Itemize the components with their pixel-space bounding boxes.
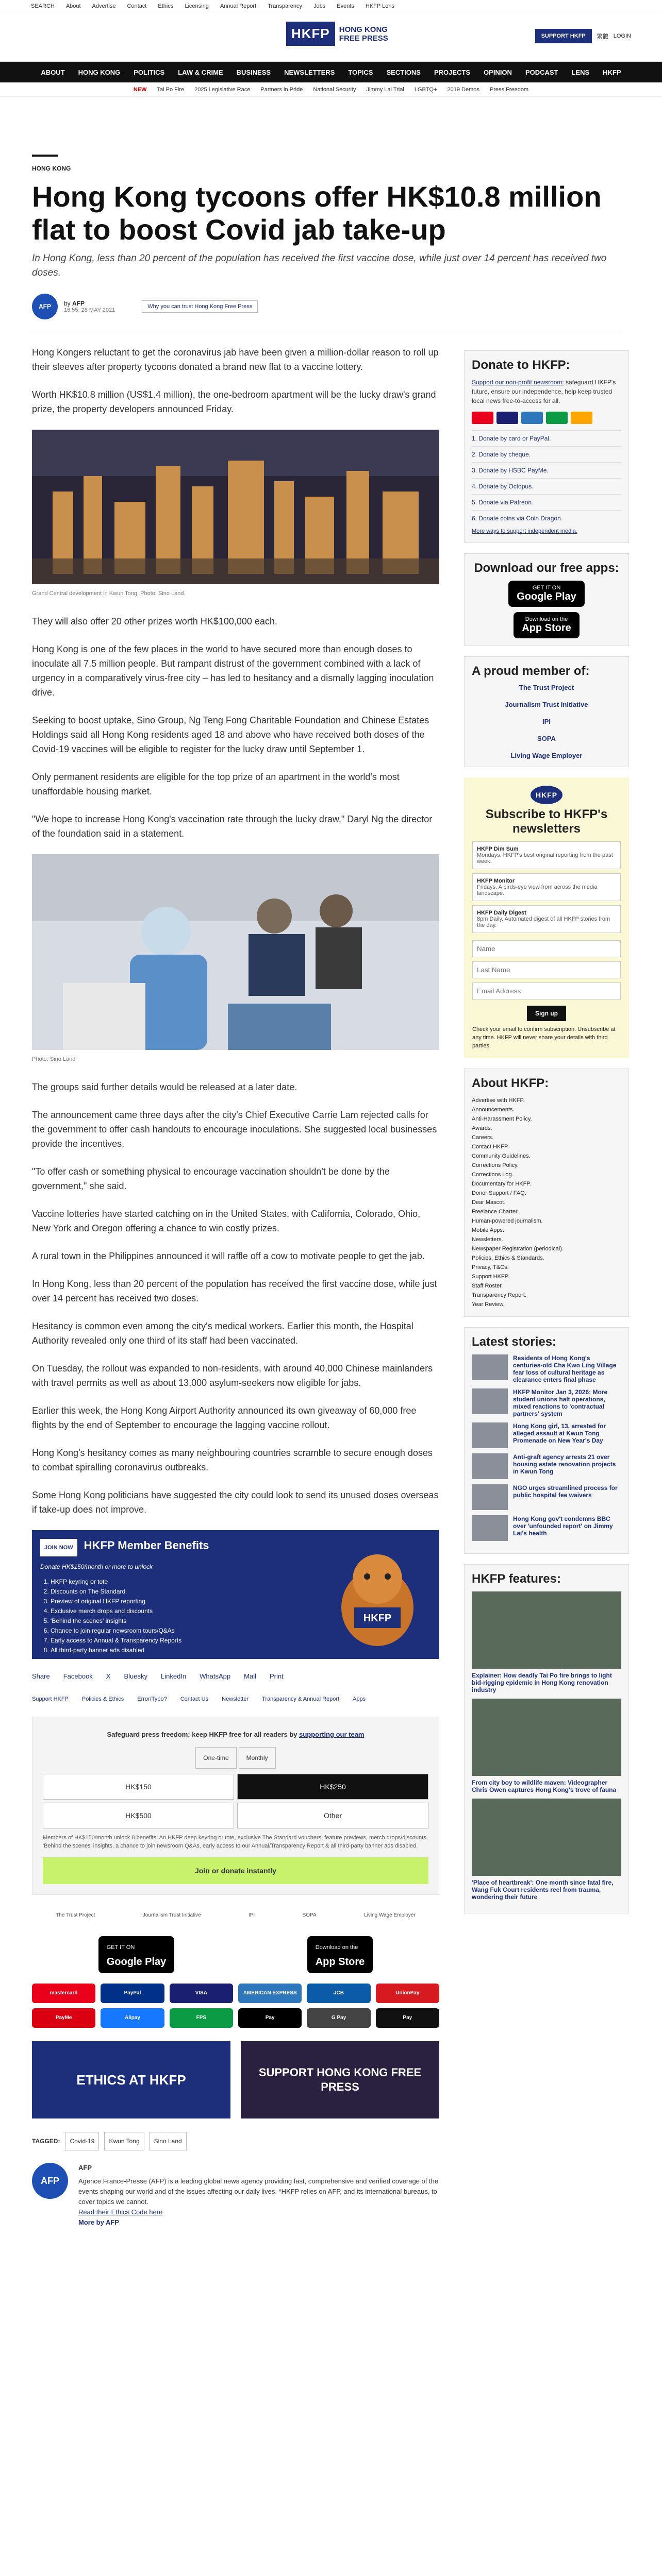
article-title: Hong Kong tycoons offer HK$10.8 million flat to boost Covid jab take-up — [32, 180, 602, 246]
trending-link[interactable]: 2019 Demos — [447, 86, 479, 93]
paragraph: The announcement came three days after the city's Chief Executive Carrie Lam rejected calls for the government to offer cash handouts to encourage inoculations. She suggested local businesses provide the incentives. — [32, 1110, 437, 1149]
support-team-link[interactable]: supporting our team — [299, 1731, 365, 1738]
about-link[interactable]: Policies, Ethics & Standards. — [472, 1255, 544, 1261]
non-profit-link[interactable]: Support our non-profit newsroom: — [472, 379, 564, 386]
apps-card — [464, 553, 629, 646]
benefit-item: 5. 'Behind the scenes' insights — [51, 1616, 431, 1626]
frequency-tab[interactable]: Monthly — [239, 1747, 276, 1769]
about-link[interactable]: Human-powered journalism. — [472, 1218, 543, 1224]
feature-thumb — [472, 1699, 621, 1776]
about-link[interactable]: Anti-Harassment Policy. — [472, 1116, 532, 1122]
svg-text:HKFP: HKFP — [363, 1613, 392, 1624]
nav-item[interactable]: OPINION — [484, 68, 512, 76]
newsletter-option-desc: Mondays. HKFP's best original reporting from the past week. — [477, 852, 613, 865]
author-box-avatar[interactable]: AFP — [32, 2163, 68, 2199]
newsletter-options — [472, 841, 621, 933]
category-label[interactable]: HONG KONG — [32, 165, 71, 172]
feature-stories — [472, 1591, 621, 1901]
latest-thumb — [472, 1354, 508, 1380]
topbar-link[interactable]: Licensing — [185, 3, 209, 9]
amount-option[interactable]: HK$250 — [237, 1774, 428, 1800]
membership-badges — [32, 1908, 439, 1923]
signup-button[interactable]: Sign up — [527, 1006, 566, 1021]
sidebar-member-badge[interactable]: IPI — [542, 718, 551, 725]
latest-title: Hong Kong girl, 13, arrested for alleged assault at Kwun Tong Promenade on New Year's Day — [513, 1422, 606, 1444]
about-link[interactable]: Careers. — [472, 1134, 494, 1141]
latest-thumb — [472, 1422, 508, 1448]
benefit-item: 2. Discounts on The Standard — [51, 1587, 431, 1597]
newsletter-option[interactable] — [472, 905, 621, 933]
feature-thumb — [472, 1799, 621, 1876]
paragraph: Hong Kong's hesitancy comes as many neighbouring countries scramble to secure enough doses to combat spiralling coronavirus outbreaks. — [32, 1448, 433, 1472]
masthead — [0, 12, 662, 62]
photo-caption: Grand Central development in Kwun Tong. Photo: Sino Land. — [32, 590, 186, 597]
topbar-link[interactable]: SEARCH — [31, 3, 55, 9]
about-link[interactable]: Privacy, T&Cs. — [472, 1264, 509, 1270]
donation-head: Safeguard press freedom; keep HKFP free for all readers by — [107, 1731, 297, 1738]
feature-story[interactable] — [472, 1799, 621, 1901]
share-link[interactable]: Bluesky — [124, 1672, 147, 1680]
trending-link[interactable]: Jimmy Lai Trial — [366, 86, 404, 93]
payment-methods — [32, 1984, 439, 2028]
trending-link[interactable]: 2025 Legislative Race — [194, 86, 251, 93]
features-heading: HKFP features: — [472, 1572, 561, 1586]
footer-links — [32, 1692, 439, 1706]
sidebar-member-badge[interactable]: SOPA — [537, 735, 556, 742]
feature-story[interactable] — [472, 1591, 621, 1693]
paragraph: Hong Kong is one of the few places in the world to have secured more than enough doses to inoculate all 7.5 million people. But rampant distrust of the government combined with a lack of urgency in a comparatively virus-free city – has led to hesitancy and a dismally lagging inoculation drive. — [32, 644, 434, 698]
payment-method: JCB — [307, 1984, 370, 2003]
latest-title: HKFP Monitor Jan 3, 2026: More student unions halt operations, mixed reactions to 'contractual partners' system — [513, 1388, 608, 1417]
amount-option[interactable]: HK$500 — [43, 1803, 234, 1828]
footer-link[interactable]: Support HKFP — [32, 1696, 69, 1702]
paragraph: Only permanent residents are eligible for the top prize of an apartment in the world's most unaffordable housing market. — [32, 772, 400, 796]
member-benefits-sub: Donate HK$150/month or more to unlock — [40, 1563, 153, 1570]
about-link[interactable]: Staff Roster. — [472, 1283, 503, 1289]
footer-link[interactable]: Transparency & Annual Report — [262, 1696, 340, 1702]
share-link[interactable]: WhatsApp — [200, 1672, 231, 1680]
about-link[interactable]: Awards. — [472, 1125, 492, 1131]
newsletter-option-desc: 8pm Daily. Automated digest of all HKFP stories from the day. — [477, 916, 610, 928]
amount-option[interactable]: Other — [237, 1803, 428, 1828]
donate-card: Donate to HKFP: Support our non-profit newsroom: safeguard HKFP's future, ensure our independence, help keep trusted local news free-to-access for all. 1. Donate by card or PayPal. 2. Donate by cheque. 3. Donate by HSBC PayMe. 4. Donate by Octopus. 5. Donate via Patreon. 6. Donate coins via Coin Dragon. More ways to support independent media. — [464, 350, 629, 543]
feature-title: From city boy to wildlife maven: Videographer Chris Owen captures Hong Kong's trove of fauna — [472, 1779, 617, 1793]
newsletter-heading: Subscribe to HKFP's newsletters — [485, 807, 608, 836]
trending-link[interactable]: Tai Po Fire — [157, 86, 185, 93]
feature-story[interactable] — [472, 1699, 621, 1793]
join-now-badge[interactable]: JOIN NOW — [40, 1539, 77, 1556]
latest-story[interactable] — [472, 1354, 621, 1383]
newsletter-card — [464, 777, 629, 1058]
newsletter-note: Check your email to confirm subscription. Unsubscribe at any time. HKFP will never share your details with third parties. — [472, 1026, 616, 1049]
about-link[interactable]: Support HKFP. — [472, 1274, 509, 1280]
trending-link[interactable]: National Security — [313, 86, 356, 93]
sidebar-member-badge[interactable]: The Trust Project — [519, 684, 574, 691]
donate-heading: Donate to HKFP: — [472, 358, 570, 372]
frequency-tab[interactable]: One-time — [195, 1747, 236, 1769]
share-link[interactable]: X — [106, 1672, 111, 1680]
nav-item[interactable]: PODCAST — [525, 68, 558, 76]
payment-icons — [472, 412, 621, 424]
member-benefits-heading: HKFP Member Benefits — [84, 1539, 209, 1552]
sidebar-google-play[interactable]: GET IT ON Google Play — [508, 581, 585, 607]
feature-title: Explainer: How deadly Tai Po fire brings to light bid-rigging epidemic in Hong Kong renovation industry — [472, 1672, 612, 1693]
latest-thumb — [472, 1453, 508, 1479]
apps-heading: Download our free apps: — [474, 561, 619, 575]
logo-text: HONG KONG FREE PRESS — [339, 25, 388, 43]
vaccination-photo — [32, 854, 439, 1050]
benefit-item: 3. Preview of original HKFP reporting — [51, 1597, 431, 1606]
latest-thumb — [472, 1388, 508, 1414]
photo-caption: Photo: Sino Land — [32, 1056, 76, 1062]
footer-link[interactable]: Newsletter — [222, 1696, 249, 1702]
paragraph: In Hong Kong, less than 20 percent of the population has received the first vaccine dose, while just over 14 percent has received two doses. — [32, 1279, 437, 1303]
paragraph: Seeking to boost uptake, Sino Group, Ng Teng Fong Charitable Foundation and Chinese Estates Holdings said all Hong Kong residents aged 18 and above who have received both doses of the Covid-19 vaccines will be eligible to register for the lucky draw until September 1. — [32, 715, 429, 754]
latest-story[interactable] — [472, 1453, 621, 1479]
latest-heading: Latest stories: — [472, 1335, 557, 1349]
member-badge[interactable]: SOPA — [302, 1912, 317, 1918]
nav-item[interactable]: BUSINESS — [236, 68, 271, 76]
feature-thumb — [472, 1591, 621, 1669]
donate-option[interactable]: 4. Donate by Octopus. — [472, 478, 621, 494]
paragraph: Vaccine lotteries have started catching on in the United States, with California, Colorado, Ohio, New York and Oregon offering a chance to win costly prizes. — [32, 1209, 421, 1233]
support-hkfp-button[interactable]: SUPPORT HKFP — [535, 29, 592, 43]
nav-item[interactable]: TOPICS — [348, 68, 373, 76]
app-store-button[interactable]: Download on the App Store — [307, 1936, 373, 1973]
newsletter-option[interactable] — [472, 841, 621, 869]
latest-stories — [472, 1354, 621, 1541]
paragraph: "To offer cash or something physical to encourage vaccination shouldn't be done by the government," she said. — [32, 1166, 390, 1191]
paragraph: Hesitancy is common even among the city's medical workers. Earlier this month, the Hospital Authority revealed only one third of its staff had been vaccinated. — [32, 1321, 413, 1346]
paragraph: On Tuesday, the rollout was expanded to non-residents, with around 40,000 Chinese mainlanders with travel permits as well as about 13,000 asylum-seekers now eligible for jabs. — [32, 1363, 433, 1388]
latest-card — [464, 1327, 629, 1554]
member-of-badges — [472, 684, 621, 759]
about-link[interactable]: Corrections Policy. — [472, 1162, 519, 1168]
topbar-link[interactable]: Transparency — [268, 3, 302, 9]
topbar-link[interactable]: Ethics — [158, 3, 174, 9]
about-link[interactable]: Community Guidelines. — [472, 1153, 531, 1159]
footer-link[interactable]: Apps — [353, 1696, 366, 1702]
donation-note: Members of HK$150/month unlock 8 benefits: An HKFP deep keyring or tote, exclusive The Standard vouchers, feature previews, merch drops/discounts, 'Behind the scenes' insights, a chance to join newsroom Q&As, early access to our Annual/Transparency Report & all third-party banner ads disabled. — [43, 1835, 428, 1849]
support-video[interactable]: SUPPORT HONG KONG FREE PRESS — [241, 2041, 439, 2119]
about-link[interactable]: Freelance Charter. — [472, 1209, 519, 1215]
member-of-card — [464, 656, 629, 767]
donation-box — [32, 1717, 439, 1895]
ethics-video[interactable]: ETHICS AT HKFP — [32, 2041, 230, 2119]
amount-options — [43, 1774, 428, 1828]
about-card — [464, 1069, 629, 1317]
topbar-link[interactable]: Advertise — [92, 3, 116, 9]
author-box-name[interactable]: AFP — [78, 2164, 92, 2172]
member-badge[interactable]: Journalism Trust Initiative — [142, 1912, 201, 1918]
tag-link[interactable]: Kwun Tong — [104, 2132, 144, 2150]
payment-method: PayMe — [32, 2008, 95, 2028]
payment-method: mastercard — [32, 1984, 95, 2003]
donate-option[interactable]: 2. Donate by cheque. — [472, 446, 621, 462]
newsletter-field[interactable] — [472, 982, 621, 999]
new-label: NEW — [133, 86, 147, 93]
newsletter-option[interactable] — [472, 873, 621, 901]
about-link[interactable]: Donor Support / FAQ. — [472, 1190, 526, 1196]
article-body — [32, 345, 439, 2228]
sidebar — [464, 350, 629, 1913]
sidebar-app-store[interactable]: Download on the App Store — [514, 612, 580, 638]
latest-title: Residents of Hong Kong's centuries-old Cha Kwo Ling Village fear loss of cultural heritage as clearance enters final phase — [513, 1354, 617, 1383]
payment-method: Pay — [238, 2008, 302, 2028]
trending-link[interactable]: LGBTQ+ — [414, 86, 437, 93]
share-bar — [32, 1669, 439, 1684]
nav-item[interactable]: HKFP — [603, 68, 621, 76]
benefit-item: 7. Early access to Annual & Transparency Reports — [51, 1636, 431, 1646]
about-link[interactable]: Newspaper Registration (periodical). — [472, 1246, 564, 1252]
tag-link[interactable]: Sino Land — [150, 2132, 187, 2150]
newsletter-option-title: HKFP Dim Sum — [477, 846, 519, 852]
payment-method: VISA — [170, 1984, 233, 2003]
tags-label: TAGGED: — [32, 2138, 60, 2145]
article-tags — [32, 2132, 439, 2150]
payment-method: Alipay — [101, 2008, 164, 2028]
member-badge[interactable]: Living Wage Employer — [364, 1912, 416, 1918]
hkfp-logo[interactable] — [286, 22, 388, 46]
about-link[interactable]: Corrections Log. — [472, 1172, 514, 1178]
share-link[interactable]: LinkedIn — [161, 1672, 187, 1680]
member-badge[interactable]: IPI — [248, 1912, 255, 1918]
nav-item[interactable]: NEWSLETTERS — [284, 68, 335, 76]
paragraph: A rural town in the Philippines announced it will raffle off a cow to motivate people to get the jab. — [32, 1251, 425, 1261]
payment-method: PayPal — [101, 1984, 164, 2003]
nav-item[interactable]: SECTIONS — [386, 68, 421, 76]
sidebar-member-badge[interactable]: Living Wage Employer — [510, 752, 583, 759]
trust-link[interactable]: Why you can trust Hong Kong Free Press — [142, 300, 258, 313]
paragraph: Some Hong Kong politicians have suggested the city could look to send its unused doses overseas if take-up does not improve. — [32, 1490, 439, 1515]
newsletter-option-title: HKFP Daily Digest — [477, 910, 526, 916]
trending-link[interactable]: Press Freedom — [489, 86, 529, 93]
benefit-item: 8. All third-party banner ads disabled — [51, 1646, 431, 1655]
about-link[interactable]: Year Review. — [472, 1301, 505, 1308]
ethics-code-link[interactable]: Read their Ethics Code here — [78, 2208, 163, 2216]
author-bio: Agence France-Presse (AFP) is a leading global news agency providing fast, comprehensive and verified coverage of the events shaping our world and of the issues affecting our daily lives. *HKFP relies on AFP, and its international bureaus, to cover topics we cannot. — [78, 2177, 439, 2206]
nav-item[interactable]: LAW & CRIME — [178, 68, 223, 76]
benefit-item: 4. Exclusive merch drops and discounts — [51, 1606, 431, 1616]
about-link[interactable]: Advertise with HKFP. — [472, 1097, 525, 1104]
about-heading: About HKFP: — [472, 1076, 549, 1090]
paragraph: Earlier this week, the Hong Kong Airport Authority announced its own giveaway of 60,000 free flights by the end of September to encourage the lagging vaccine rollout. — [32, 1405, 417, 1430]
donate-option[interactable]: 6. Donate coins via Coin Dragon. — [472, 510, 621, 526]
topbar-link[interactable]: Jobs — [313, 3, 326, 9]
donate-option[interactable]: 3. Donate by HSBC PayMe. — [472, 462, 621, 478]
category-rule — [32, 155, 58, 157]
google-play-button[interactable]: GET IT ON Google Play — [98, 1936, 175, 1973]
member-badge[interactable]: The Trust Project — [56, 1912, 95, 1918]
latest-story[interactable] — [472, 1515, 621, 1541]
language-switch[interactable]: 繁體 — [597, 33, 608, 40]
newsletter-field[interactable] — [472, 940, 621, 957]
paragraph: They will also offer 20 other prizes worth HK$100,000 each. — [32, 616, 277, 626]
latest-story[interactable] — [472, 1388, 621, 1417]
share-link[interactable]: Print — [269, 1672, 284, 1680]
about-link[interactable]: Documentary for HKFP. — [472, 1181, 532, 1187]
latest-story[interactable] — [472, 1484, 621, 1510]
city-night-photo — [32, 430, 439, 584]
paragraph: Hong Kongers reluctant to get the coronavirus jab have been given a million-dollar reason to roll up their sleeves after property tycoons donated a brand new flat to a vaccine lottery. — [32, 347, 439, 372]
byline — [32, 294, 258, 319]
paragraph: The groups said further details would be released at a later date. — [32, 1082, 297, 1092]
donate-option[interactable]: 1. Donate by card or PayPal. — [472, 430, 621, 446]
publish-date: 16:55, 28 MAY 2021 — [64, 307, 115, 313]
feature-title: 'Place of heartbreak': One month since fatal fire, Wang Fuk Court residents reel from trauma, wondering their future — [472, 1879, 614, 1901]
more-by-author-link[interactable]: More by AFP — [78, 2218, 119, 2226]
about-link[interactable]: Mobile Apps. — [472, 1227, 504, 1233]
nav-item[interactable]: PROJECTS — [434, 68, 471, 76]
member-benefits-banner[interactable] — [32, 1530, 439, 1659]
latest-thumb — [472, 1515, 508, 1541]
donate-options — [472, 430, 621, 526]
about-link[interactable]: Newsletters. — [472, 1236, 503, 1243]
footer-link[interactable]: Policies & Ethics — [81, 1696, 124, 1702]
payment-method: UnionPay — [376, 1984, 439, 2003]
author-link[interactable]: by AFP — [64, 300, 85, 307]
features-card — [464, 1564, 629, 1913]
trending-link[interactable]: Partners in Pride — [260, 86, 303, 93]
benefit-item: 6. Chance to join regular newsroom tours/Q&As — [51, 1626, 431, 1636]
about-links — [472, 1096, 621, 1309]
share-link[interactable]: Facebook — [63, 1672, 93, 1680]
logo-box: HKFP — [286, 22, 335, 46]
payment-method: G Pay — [307, 2008, 370, 2028]
mascot-image — [331, 1540, 424, 1649]
payment-method: FPS — [170, 2008, 233, 2028]
about-link[interactable]: Transparency Report. — [472, 1292, 526, 1298]
trending-nav — [0, 82, 662, 97]
share-link[interactable]: Mail — [244, 1672, 256, 1680]
benefit-item: 1. HKFP keyring or tote — [51, 1577, 431, 1587]
donate-option[interactable]: 5. Donate via Patreon. — [472, 494, 621, 510]
about-link[interactable]: Dear Mascot. — [472, 1199, 506, 1206]
newsletter-option-desc: Fridays. A birds-eye view from across the media landscape. — [477, 884, 598, 896]
nav-item[interactable]: POLITICS — [134, 68, 165, 76]
topbar-link[interactable]: Annual Report — [220, 3, 257, 9]
payment-method: Pay — [376, 2008, 439, 2028]
paragraph: "We hope to increase Hong Kong's vaccination rate through the lucky draw," Daryl Ng the director of the foundation said in a statement. — [32, 814, 433, 839]
article-subtitle: In Hong Kong, less than 20 percent of the population has received the first vaccine dose, while just over 14 percent has received two doses. — [32, 253, 607, 278]
footer-link[interactable]: Contact Us — [180, 1696, 209, 1702]
latest-title: NGO urges streamlined process for public hospital fee waivers — [513, 1484, 618, 1499]
latest-story[interactable] — [472, 1422, 621, 1448]
sidebar-member-badge[interactable]: Journalism Trust Initiative — [505, 701, 588, 708]
about-link[interactable]: Announcements. — [472, 1107, 515, 1113]
login-link[interactable]: LOGIN — [613, 33, 631, 39]
main-nav — [0, 62, 662, 82]
author-avatar[interactable]: AFP — [32, 294, 58, 319]
nav-item[interactable]: HONG KONG — [78, 68, 121, 76]
about-link[interactable]: Contact HKFP. — [472, 1144, 509, 1150]
topbar-link[interactable]: Events — [337, 3, 354, 9]
more-ways-link[interactable]: More ways to support independent media. — [472, 528, 577, 534]
paragraph: Worth HK$10.8 million (US$1.4 million), the one-bedroom apartment will be the lucky draw's grand prize, the property developers announced Friday. — [32, 389, 436, 414]
join-donate-button[interactable]: Join or donate instantly — [43, 1857, 428, 1884]
top-utility-bar — [0, 0, 662, 12]
amount-option[interactable]: HK$150 — [43, 1774, 234, 1800]
footer-link[interactable]: Error/Typo? — [137, 1696, 167, 1702]
payment-method: AMERICAN EXPRESS — [238, 1984, 302, 2003]
newsletter-form — [472, 938, 621, 1002]
share-label: Share — [32, 1672, 50, 1680]
newsletter-logo: HKFP — [531, 786, 562, 804]
latest-title: Hong Kong gov't condemns BBC over 'unfounded report' on Jimmy Lai's health — [513, 1515, 613, 1537]
tag-link[interactable]: Covid-19 — [65, 2132, 99, 2150]
author-box — [32, 2163, 439, 2228]
topbar-link[interactable]: HKFP Lens — [365, 3, 394, 9]
topbar-link[interactable]: Contact — [127, 3, 147, 9]
latest-title: Anti-graft agency arrests 21 over housing estate renovation projects in Kwun Tong — [513, 1453, 616, 1475]
newsletter-field[interactable] — [472, 961, 621, 978]
frequency-tabs — [43, 1747, 428, 1769]
nav-item[interactable]: LENS — [571, 68, 590, 76]
latest-thumb — [472, 1484, 508, 1510]
newsletter-option-title: HKFP Monitor — [477, 878, 515, 884]
nav-item[interactable]: ABOUT — [41, 68, 65, 76]
member-of-heading: A proud member of: — [472, 664, 590, 678]
topbar-link[interactable]: About — [65, 3, 81, 9]
